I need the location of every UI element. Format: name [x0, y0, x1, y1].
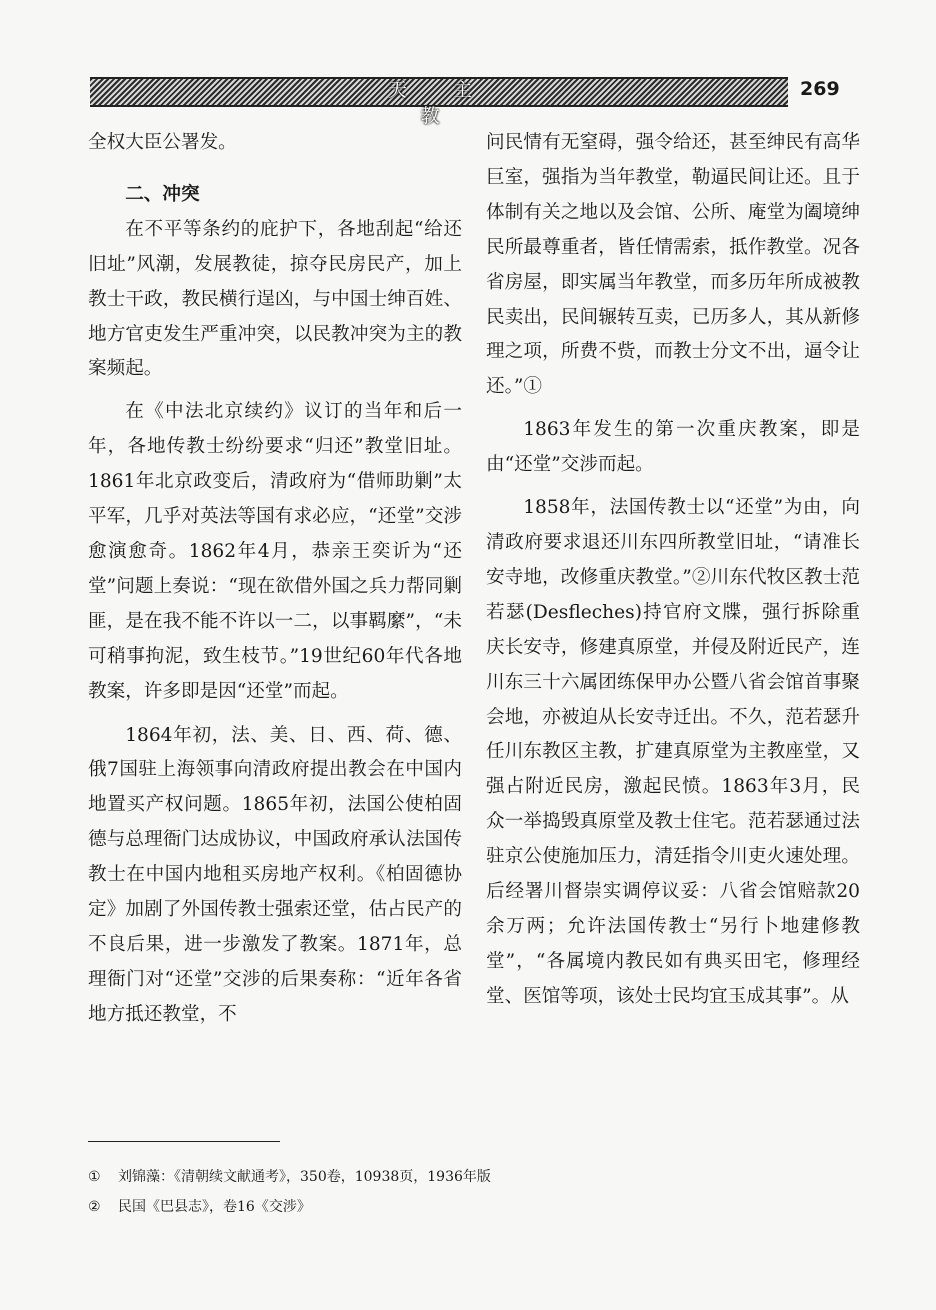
footnote [88, 1162, 788, 1192]
footnote-mark: ① [88, 1169, 101, 1185]
paragraph: 全权大臣公署发。 [88, 132, 237, 153]
footnote-text: 刘锦藻：《清朝续文献通考》，350卷，10938页，1936年版 [118, 1169, 491, 1185]
right-column [486, 126, 860, 1015]
footnotes [88, 1162, 788, 1222]
footnote-mark: ② [88, 1199, 101, 1215]
footnote-text: 民国《巴县志》，卷16《交涉》 [118, 1199, 311, 1215]
footnote [88, 1192, 788, 1222]
paragraph: 1864年初，法、美、日、西、荷、德、俄7国驻上海领事向清政府提出教会在中国内地置买产权问题。1865年初，法国公使柏固德与总理衙门达成协议，中国政府承认法国传教士在中国内地租买房地产权利。《柏固德协定》加剧了外国传教士强索还堂，估占民产的不良后果，进一步激发了教案。1871年，总理衙门对“还堂”交涉的后果奏称：“近年各省地方抵还教堂，不 [88, 724, 462, 1025]
footnote-divider [88, 1141, 280, 1142]
section-heading: 二、冲突 [125, 183, 200, 205]
paragraph: 问民情有无窒碍，强令给还，甚至绅民有高华巨室，强指为当年教堂，勒逼民间让还。且于体制有关之地以及会馆、公所、庵堂为阖境绅民所最尊重者，皆任情需索，抵作教堂。况各省房屋，即实属当年教堂，而多历年所成被教民卖出，民间辗转互卖，已历多人，其从新修理之项，所费不赀，而教士分文不出，逼令让还。”① [486, 132, 860, 398]
paragraph: 在《中法北京续约》议订的当年和后一年，各地传教士纷纷要求“归还”教堂旧址。1861年北京政变后，清政府为“借师助剿”太平军，几乎对英法等国有求必应，“还堂”交涉愈演愈奇。1862年4月，恭亲王奕䜣为“还堂”问题上奏说：“现在欲借外国之兵力帮同剿匪，是在我不能不许以一二，以事羁縻”，“未可稍事拘泥，致生枝节。”19世纪60年代各地教案，许多即是因“还堂”而起。 [88, 401, 462, 702]
paragraph: 1858年，法国传教士以“还堂”为由，向清政府要求退还川东四所教堂旧址，“请准长安寺地，改修重庆教堂。”②川东代牧区教士范若瑟(Desfleches)持官府文牒，强行拆除重庆长安寺，修建真原堂，并侵及附近民产，连川东三十六属团练保甲办公暨八省会馆首事聚会地，亦被迫从长安寺迁出。不久，范若瑟升任川东教区主教，扩建真原堂为主教座堂，又强占附近民房，激起民愤。1863年3月，民众一举捣毁真原堂及教士住宅。范若瑟通过法驻京公使施加压力，清廷指令川吏火速处理。后经署川督崇实调停议妥：八省会馆赔款20余万两；允许法国传教士“另行卜地建修教堂”，“各属境内教民如有典买田宅，修理经堂、医馆等项，该处士民均宜玉成其事”。从 [486, 497, 860, 1007]
paragraph: 1863年发生的第一次重庆教案，即是由“还堂”交涉而起。 [486, 419, 860, 476]
left-column [88, 126, 462, 1033]
running-header-title: 天 主 教 [387, 79, 493, 127]
paragraph: 在不平等条约的庇护下，各地刮起“给还旧址”风潮，发展教徒，掠夺民房民产，加上教士干政，教民横行逞凶，与中国士绅百姓、地方官吏发生严重冲突，以民教冲突为主的教案频起。 [88, 218, 462, 380]
page-number: 269 [800, 78, 840, 100]
